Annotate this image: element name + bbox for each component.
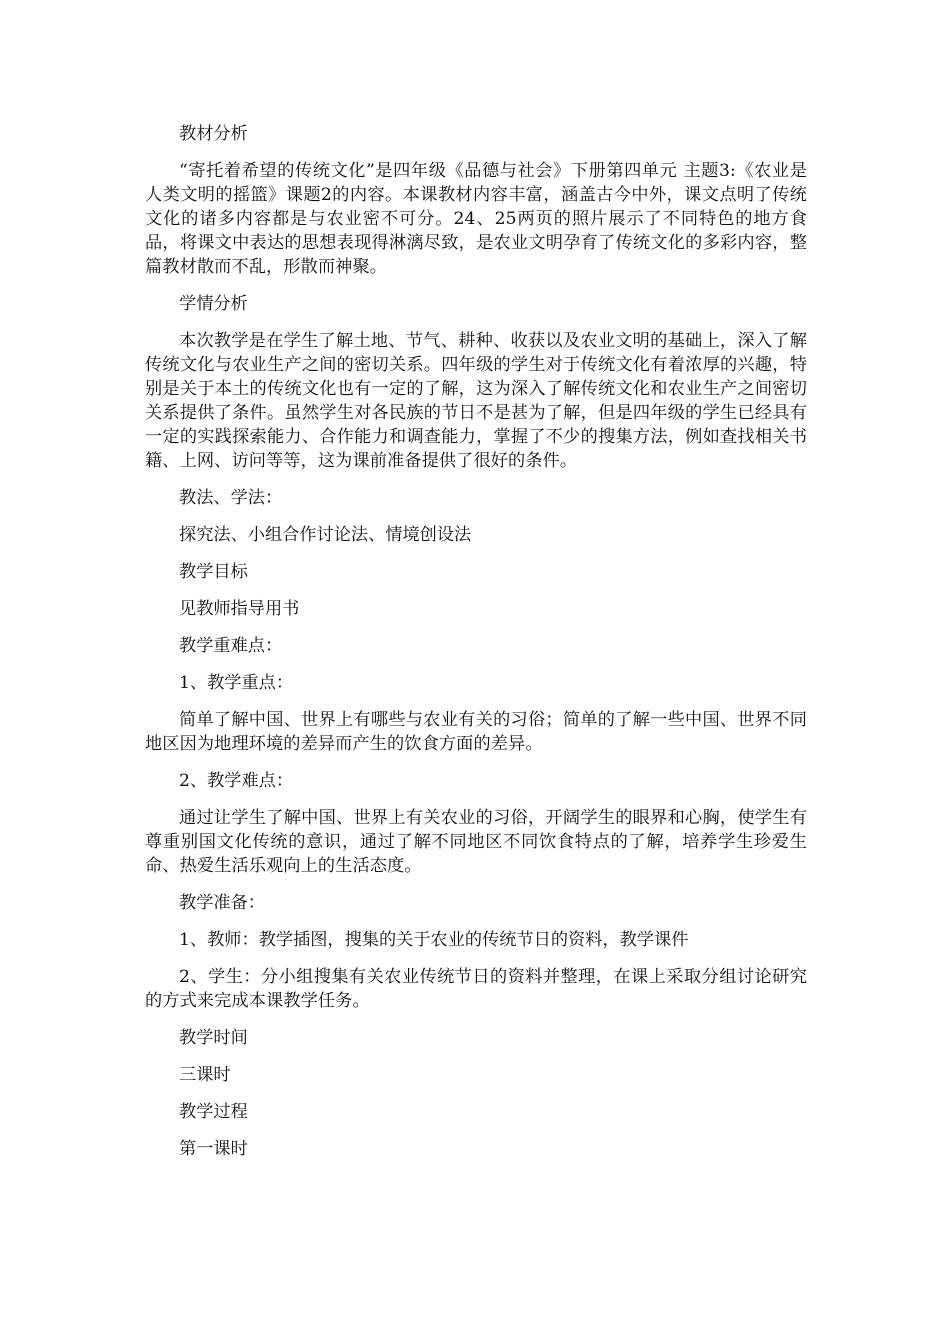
paragraph-time: 三课时	[179, 1065, 231, 1085]
section-heading-objectives: 教学目标	[179, 562, 248, 582]
subheading-focus: 1、教学重点：	[179, 673, 294, 693]
paragraph-student-preparation: 2、学生：分小组搜集有关农业传统节日的资料并整理，在课上采取分组讨论研究的方式来完成本课教学任务。	[145, 967, 807, 1011]
document-body	[145, 122, 807, 1174]
paragraph-methods: 探究法、小组合作讨论法、情境创设法	[179, 525, 472, 545]
subheading-first-lesson: 第一课时	[179, 1139, 248, 1159]
section-heading-process: 教学过程	[179, 1102, 248, 1122]
paragraph-student-analysis: 本次教学是在学生了解土地、节气、耕种、收获以及农业文明的基础上，深入了解传统文化与农业生产之间的密切关系。四年级的学生对于传统文化有着浓厚的兴趣，特别是关于本土的传统文化也有一定的了解，这为深入了解传统文化和农业生产之间密切关系提供了条件。虽然学生对各民族的节日不是甚为了解，但是四年级的学生已经具有一定的实践探索能力、合作能力和调查能力，掌握了不少的搜集方法，例如查找相关书籍、上网、访问等等，这为课前准备提供了很好的条件。	[145, 331, 807, 471]
section-heading-preparation: 教学准备：	[179, 893, 265, 913]
paragraph-teacher-preparation: 1、教师：教学插图，搜集的关于农业的传统节日的资料，教学课件	[179, 930, 689, 950]
subheading-difficulty: 2、教学难点：	[179, 771, 294, 791]
section-heading-methods: 教法、学法：	[179, 488, 283, 508]
paragraph-textbook-analysis: “寄托着希望的传统文化”是四年级《品德与社会》下册第四单元 主题3:《农业是人类文明的摇篮》课题2的内容。本课教材内容丰富，涵盖古今中外，课文点明了传统文化的诸多内容都是与农业密不可分。24、25两页的照片展示了不同特色的地方食品，将课文中表达的思想表现得淋漓尽致，是农业文明孕育了传统文化的多彩内容，整篇教材散而不乱，形散而神聚。	[145, 161, 807, 277]
section-heading-key-points: 教学重难点：	[179, 636, 283, 656]
paragraph-objectives: 见教师指导用书	[179, 599, 300, 619]
section-heading-time: 教学时间	[179, 1028, 248, 1048]
paragraph-focus: 简单了解中国、世界上有哪些与农业有关的习俗；简单的了解一些中国、世界不同地区因为地理环境的差异而产生的饮食方面的差异。	[145, 710, 807, 754]
section-heading-student-analysis: 学情分析	[179, 294, 248, 314]
section-heading-textbook-analysis: 教材分析	[179, 124, 248, 144]
paragraph-difficulty: 通过让学生了解中国、世界上有关农业的习俗，开阔学生的眼界和心胸，使学生有尊重别国文化传统的意识，通过了解不同地区不同饮食特点的了解，培养学生珍爱生命、热爱生活乐观向上的生活态度。	[145, 808, 807, 876]
